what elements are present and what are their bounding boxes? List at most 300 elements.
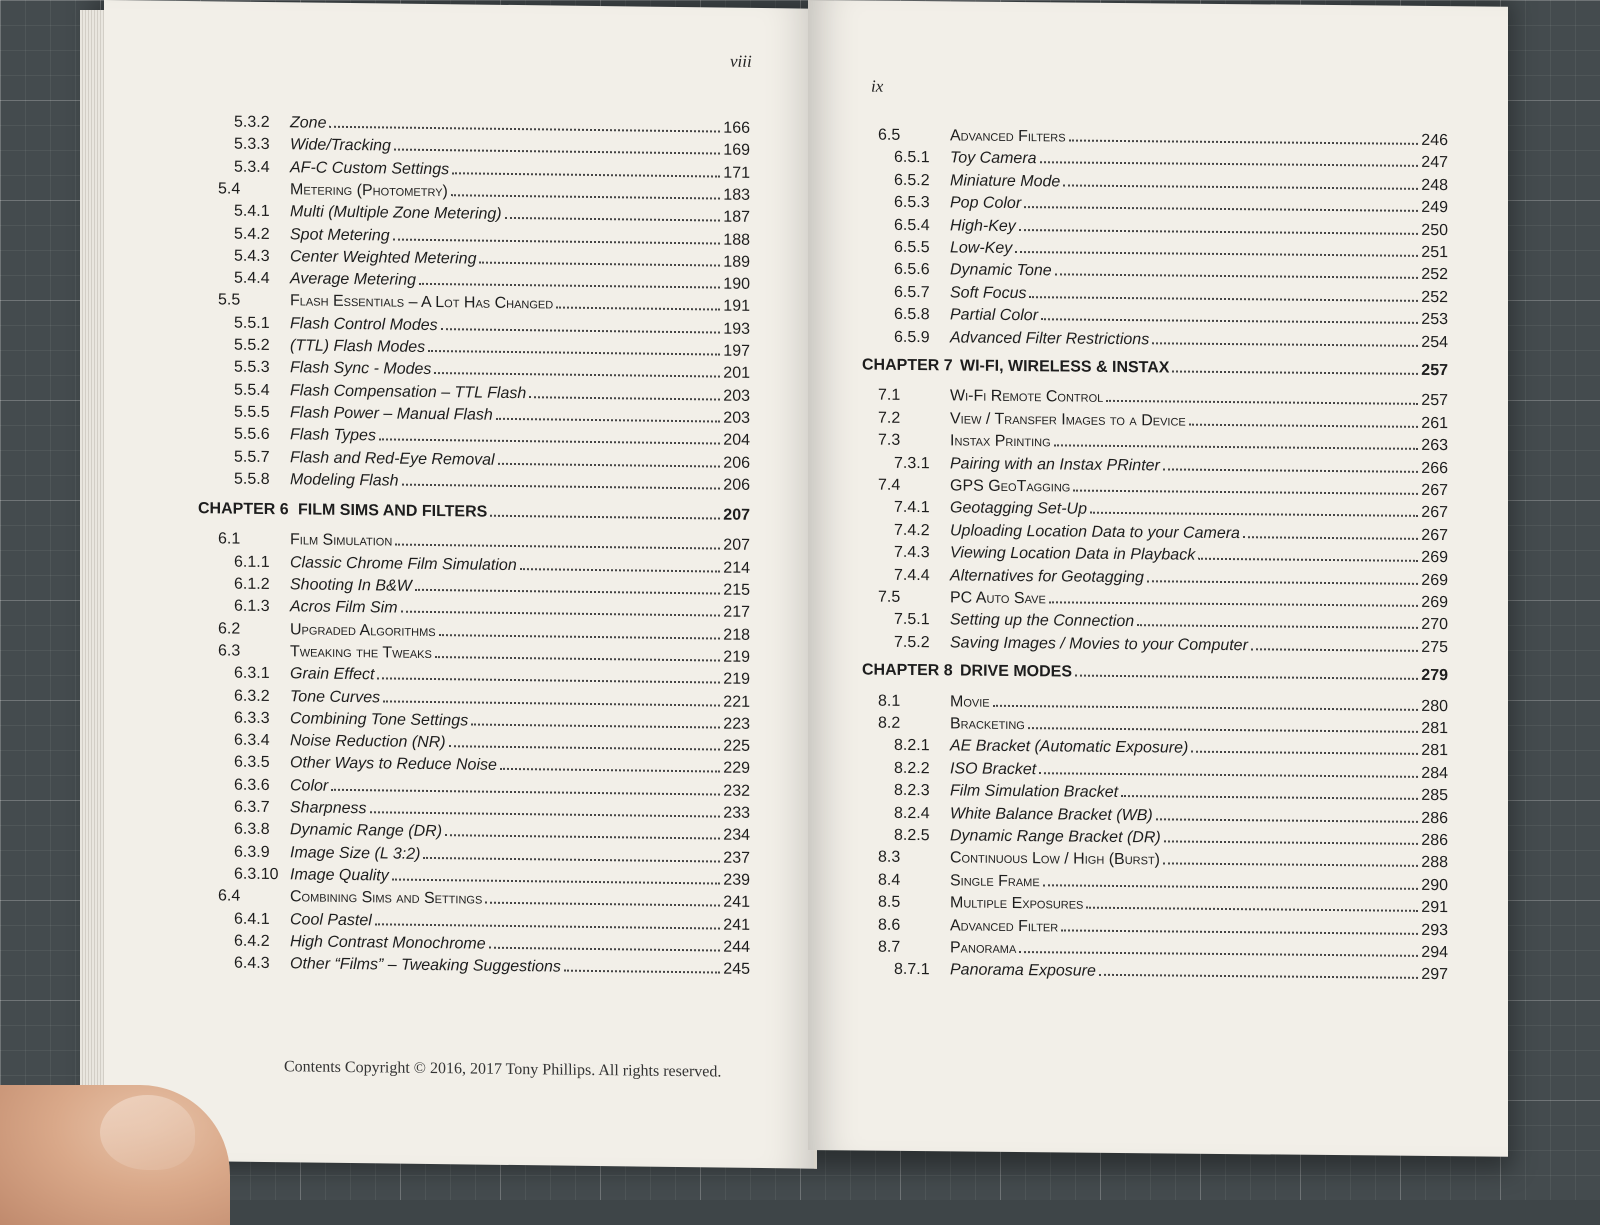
toc-entry-title: Center Weighted Metering	[290, 248, 477, 268]
toc-entry-title: Combining Tone Settings	[290, 710, 469, 730]
toc-section-number: 6.5.4	[894, 216, 930, 234]
toc-section-number: 6.2	[218, 619, 241, 638]
dot-leader	[1163, 863, 1418, 867]
toc-row	[894, 454, 1448, 477]
toc-section-number: 5.4.4	[234, 269, 270, 288]
toc-section-number: 5.5.4	[234, 381, 270, 399]
toc-entry-title: Multiple Exposures	[950, 894, 1084, 913]
dot-leader	[1090, 512, 1418, 517]
toc-row	[234, 426, 750, 450]
toc-row	[894, 172, 1448, 195]
toc-row	[234, 754, 750, 778]
toc-section-number: 8.5	[878, 893, 901, 912]
toc-page-number: 241	[723, 893, 750, 912]
toc-page-number: 270	[1421, 616, 1448, 634]
toc-page-number: 284	[1421, 764, 1448, 782]
dot-leader	[1156, 818, 1419, 823]
toc-entry-title: Multi (Multiple Zone Metering)	[290, 203, 502, 224]
toc-row	[234, 553, 750, 577]
toc-page-number: 250	[1421, 221, 1448, 239]
toc-page-number: 257	[1421, 392, 1448, 410]
toc-page-number: 169	[723, 141, 750, 160]
toc-section-number: 6.3	[218, 642, 241, 660]
dot-leader	[1055, 274, 1419, 279]
toc-chapter-row	[198, 500, 750, 525]
toc-page-number: 261	[1421, 414, 1448, 432]
dot-leader	[394, 149, 720, 155]
toc-row	[894, 149, 1448, 172]
toc-entry-title: Pairing with an Instax PRinter	[950, 454, 1160, 474]
toc-section-number: 6.1	[218, 530, 241, 549]
toc-section-number: 6.4	[218, 887, 241, 905]
toc-page-number: 286	[1421, 831, 1448, 850]
toc-row	[234, 470, 750, 494]
toc-row	[234, 576, 750, 600]
dot-leader	[331, 788, 720, 795]
toc-section-number: 7.5.2	[894, 633, 930, 651]
toc-entry-title: Uploading Location Data to your Camera	[950, 522, 1240, 542]
toc-entry-title: Other Ways to Reduce Noise	[290, 754, 497, 775]
toc-page-number: 225	[723, 737, 750, 755]
toc-row	[234, 270, 750, 294]
dot-leader	[445, 834, 720, 839]
toc-row	[234, 114, 750, 138]
right-page-number: ix	[871, 76, 884, 96]
toc-entry-title: Cool Pastel	[290, 910, 372, 929]
dot-leader	[1099, 974, 1418, 979]
toc-row	[234, 932, 750, 956]
toc-page-number: 245	[723, 960, 750, 978]
toc-section-number: 6.5.2	[894, 171, 930, 189]
dot-leader	[1024, 206, 1418, 212]
toc-section-number: 8.7.1	[894, 961, 930, 979]
dot-leader	[423, 856, 720, 862]
dot-leader	[505, 217, 721, 222]
toc-entry-title: Panorama	[950, 939, 1017, 957]
toc-row	[894, 566, 1448, 589]
toc-section-number: 8.1	[878, 692, 901, 710]
toc-entry-title: PC Auto Save	[950, 589, 1046, 608]
toc-page-number: 269	[1421, 571, 1448, 589]
toc-row	[878, 432, 1448, 455]
right-page	[808, 0, 1508, 1157]
toc-section-number: CHAPTER 6	[198, 500, 289, 519]
toc-section-number: 8.2.5	[894, 826, 930, 845]
dot-leader	[329, 126, 720, 133]
toc-entry-title: Combining Sims and Settings	[290, 888, 483, 908]
toc-section-number: 8.2.2	[894, 759, 930, 777]
toc-page-number: 281	[1421, 742, 1448, 760]
dot-leader	[1073, 490, 1418, 495]
toc-entry-title: Dynamic Range Bracket (DR)	[950, 827, 1161, 847]
toc-page-number: 279	[1421, 667, 1448, 685]
toc-entry-title: Metering (Photometry)	[290, 181, 448, 201]
toc-section-number: 6.5.1	[894, 149, 930, 167]
toc-page-number: 275	[1421, 638, 1448, 656]
toc-entry-title: White Balance Bracket (WB)	[950, 804, 1153, 824]
toc-page-number: 188	[723, 231, 750, 249]
toc-page-number: 267	[1421, 504, 1448, 522]
toc-entry-title: FILM SIMS AND FILTERS	[298, 501, 488, 521]
toc-page-number: 204	[723, 431, 750, 450]
toc-entry-title: Soft Focus	[950, 284, 1027, 302]
toc-entry-title: Partial Color	[950, 306, 1039, 325]
toc-entry-title: Flash Compensation – TTL Flash	[290, 381, 527, 402]
toc-row	[878, 939, 1448, 962]
toc-row	[234, 314, 750, 338]
dot-leader	[441, 328, 721, 333]
toc-section-number: 8.7	[878, 938, 901, 956]
toc-chapter-row	[862, 662, 1448, 686]
dot-leader	[1049, 601, 1419, 607]
toc-page-number: 288	[1421, 854, 1448, 872]
toc-page-number: 187	[723, 208, 750, 227]
dot-leader	[1198, 558, 1418, 562]
toc-page-number: 203	[723, 409, 750, 427]
toc-entry-title: High-Key	[950, 216, 1016, 235]
toc-section-number: 6.5.9	[894, 328, 930, 346]
toc-entry-title: Image Quality	[290, 866, 389, 885]
dot-leader	[428, 350, 720, 356]
toc-row	[234, 225, 750, 249]
dot-leader	[1015, 251, 1418, 257]
toc-row	[234, 776, 750, 800]
toc-row	[218, 642, 750, 666]
dot-leader	[1041, 318, 1418, 324]
toc-section-number: 6.4.3	[234, 954, 270, 973]
toc-section-number: 5.5.2	[234, 336, 270, 355]
toc-row	[878, 871, 1448, 894]
toc-section-number: 5.3.2	[234, 113, 270, 132]
dot-leader	[1039, 772, 1418, 778]
toc-page-number: 229	[723, 759, 750, 778]
dot-leader	[415, 589, 720, 595]
toc-entry-title: Alternatives for Geotagging	[950, 566, 1144, 586]
left-page-number: viii	[730, 51, 752, 71]
dot-leader	[498, 462, 721, 467]
toc-entry-title: Average Metering	[290, 270, 416, 289]
toc-page-number: 281	[1421, 719, 1448, 738]
toc-entry-title: Flash Control Modes	[290, 314, 438, 334]
dot-leader	[1137, 625, 1418, 630]
toc-entry-title: Film Simulation Bracket	[950, 782, 1119, 802]
toc-row	[234, 403, 750, 427]
dot-leader	[377, 678, 720, 684]
dot-leader	[375, 923, 720, 929]
dot-leader	[1028, 727, 1418, 733]
toc-row	[234, 247, 750, 271]
dot-leader	[401, 611, 721, 617]
dot-leader	[1075, 675, 1418, 680]
toc-row	[234, 203, 750, 227]
toc-entry-title: WI-FI, WIRELESS & INSTAX	[960, 357, 1170, 377]
toc-row	[234, 381, 750, 405]
toc-section-number: 8.2.3	[894, 782, 930, 800]
toc-entry-title: Noise Reduction (NR)	[290, 732, 446, 752]
toc-page-number: 214	[723, 559, 750, 577]
dot-leader	[1172, 370, 1418, 374]
toc-section-number: 5.3.3	[234, 135, 270, 154]
toc-row	[894, 499, 1448, 522]
toc-page-number: 193	[723, 320, 750, 338]
toc-row	[878, 127, 1448, 150]
dot-leader	[393, 238, 721, 244]
toc-entry-title: Color	[290, 776, 329, 795]
toc-entry-title: Single Frame	[950, 872, 1040, 891]
dot-leader	[379, 439, 720, 445]
toc-section-number: 8.6	[878, 916, 901, 934]
toc-page-number: 252	[1421, 288, 1448, 306]
toc-page-number: 166	[723, 119, 750, 137]
toc-row	[894, 634, 1448, 657]
toc-page-number: 286	[1421, 809, 1448, 827]
dot-leader	[1043, 884, 1419, 890]
toc-entry-title: Panorama Exposure	[950, 961, 1096, 981]
toc-entry-title: Flash Sync - Modes	[290, 359, 432, 379]
toc-section-number: 5.4.3	[234, 247, 270, 265]
toc-section-number: CHAPTER 7	[862, 356, 953, 375]
toc-page-number: 218	[723, 626, 750, 644]
dot-leader	[435, 656, 720, 661]
toc-row	[218, 531, 750, 555]
toc-entry-title: Pop Color	[950, 194, 1022, 213]
toc-page-number: 269	[1421, 593, 1448, 612]
toc-page-number: 223	[723, 715, 750, 733]
toc-entry-title: Setting up the Connection	[950, 611, 1135, 631]
toc-section-number: 5.4	[218, 180, 241, 198]
toc-entry-title: Image Size (L 3:2)	[290, 843, 421, 863]
toc-section-number: 5.3.4	[234, 158, 270, 176]
toc-entry-title: Tone Curves	[290, 687, 381, 706]
toc-entry-title: Zone	[290, 114, 327, 132]
toc-entry-title: GPS GeoTagging	[950, 477, 1071, 496]
toc-section-number: 7.2	[878, 409, 901, 427]
toc-section-number: 6.3.9	[234, 843, 270, 861]
toc-row	[894, 194, 1448, 217]
toc-entry-title: Wi-Fi Remote Control	[950, 387, 1104, 407]
toc-page-number: 247	[1421, 154, 1448, 172]
dot-leader	[1152, 342, 1418, 347]
toc-entry-title: Bracketing	[950, 715, 1025, 734]
dot-leader	[479, 261, 720, 266]
toc-row	[894, 239, 1448, 262]
toc-row	[894, 804, 1448, 827]
copyright-footer: Contents Copyright © 2016, 2017 Tony Phillips. All rights reserved.	[284, 1058, 722, 1081]
toc-section-number: 5.4.1	[234, 202, 270, 221]
toc-section-number: 6.5	[878, 126, 901, 144]
toc-entry-title: Flash Power – Manual Flash	[290, 404, 493, 424]
toc-page-number: 269	[1421, 549, 1448, 567]
toc-page-number: 267	[1421, 481, 1448, 500]
toc-page-number: 234	[723, 826, 750, 845]
toc-entry-title: Movie	[950, 692, 990, 711]
toc-row	[234, 337, 750, 361]
toc-row	[218, 292, 750, 316]
toc-row	[894, 760, 1448, 783]
toc-entry-title: Grain Effect	[290, 665, 375, 684]
toc-page-number: 201	[723, 364, 750, 383]
toc-page-number: 266	[1421, 459, 1448, 477]
toc-row	[234, 665, 750, 689]
toc-page-number: 267	[1421, 526, 1448, 544]
toc-page-number: 285	[1421, 787, 1448, 805]
toc-page-number: 252	[1421, 266, 1448, 284]
toc-row	[894, 328, 1448, 351]
toc-row	[234, 910, 750, 934]
dot-leader	[485, 902, 720, 907]
toc-page-number: 221	[723, 693, 750, 711]
toc-entry-title: Continuous Low / High (Burst)	[950, 849, 1161, 869]
toc-page-number: 263	[1421, 437, 1448, 455]
toc-page-number: 290	[1421, 876, 1448, 894]
toc-entry-title: Flash Types	[290, 426, 376, 445]
toc-entry-title: Film Simulation	[290, 531, 393, 550]
dot-leader	[402, 483, 721, 489]
toc-entry-title: (TTL) Flash Modes	[290, 337, 426, 356]
toc-page-number: 244	[723, 938, 750, 956]
toc-section-number: 6.5.6	[894, 261, 930, 279]
toc-section-number: 5.5.5	[234, 403, 270, 421]
toc-row	[878, 692, 1448, 715]
toc-row	[894, 306, 1448, 329]
toc-section-number: 6.5.8	[894, 306, 930, 324]
dot-leader	[1063, 184, 1418, 189]
toc-entry-title: Shooting In B&W	[290, 576, 412, 595]
toc-page-number: 249	[1421, 199, 1448, 217]
toc-page-number: 257	[1421, 361, 1448, 380]
dot-leader	[1189, 423, 1419, 427]
toc-row	[234, 865, 750, 889]
toc-section-number: 8.2	[878, 714, 901, 732]
toc-page-number: 191	[723, 297, 750, 316]
toc-page-number: 237	[723, 849, 750, 867]
toc-section-number: 6.3.1	[234, 664, 270, 683]
toc-section-number: 6.3.3	[234, 709, 270, 727]
toc-section-number: 5.5.1	[234, 314, 270, 332]
toc-row	[894, 827, 1448, 850]
toc-row	[218, 180, 750, 204]
toc-section-number: 6.1.1	[234, 553, 270, 571]
dot-leader	[370, 811, 721, 817]
left-page	[104, 0, 817, 1169]
toc-row	[894, 284, 1448, 307]
toc-section-number: 7.1	[878, 387, 901, 405]
dot-leader	[451, 194, 720, 199]
toc-section-number: 6.1.2	[234, 575, 270, 594]
toc-entry-title: Low-Key	[950, 239, 1013, 257]
toc-page-number: 207	[723, 506, 750, 524]
toc-page-number: 248	[1421, 176, 1448, 194]
toc-section-number: 6.3.7	[234, 798, 270, 817]
toc-page-number: 254	[1421, 333, 1448, 351]
dot-leader	[489, 946, 721, 951]
dot-leader	[1191, 751, 1418, 755]
toc-entry-title: AE Bracket (Automatic Exposure)	[950, 737, 1189, 758]
toc-page-number: 206	[723, 476, 750, 494]
toc-entry-title: View / Transfer Images to a Device	[950, 410, 1186, 430]
dot-leader	[1054, 445, 1419, 451]
toc-row	[894, 782, 1448, 805]
dot-leader	[471, 723, 720, 728]
dot-leader	[383, 700, 720, 706]
toc-row	[234, 359, 750, 383]
toc-row	[234, 709, 750, 733]
dot-leader	[1019, 951, 1418, 957]
toc-row	[234, 158, 750, 182]
toc-row	[894, 216, 1448, 239]
toc-entry-title: DRIVE MODES	[960, 662, 1073, 681]
toc-chapter-row	[862, 357, 1448, 381]
toc-section-number: 6.3.8	[234, 820, 270, 839]
toc-page-number: 232	[723, 782, 750, 800]
toc-entry-title: Wide/Tracking	[290, 136, 391, 155]
toc-page-number: 189	[723, 253, 750, 271]
toc-row	[234, 448, 750, 472]
toc-entry-title: Miniature Mode	[950, 172, 1061, 191]
dot-leader	[1121, 795, 1418, 800]
toc-entry-title: High Contrast Monochrome	[290, 933, 486, 953]
toc-row	[894, 737, 1448, 760]
toc-entry-title: Classic Chrome Film Simulation	[290, 553, 517, 574]
toc-page-number: 297	[1421, 966, 1448, 984]
toc-row	[894, 544, 1448, 567]
toc-section-number: 5.5.7	[234, 448, 270, 466]
toc-entry-title: Acros Film Sim	[290, 598, 398, 617]
toc-section-number: 8.2.4	[894, 804, 930, 822]
toc-page-number: 291	[1421, 899, 1448, 917]
dot-leader	[564, 970, 720, 974]
toc-page-number: 294	[1421, 943, 1448, 962]
toc-row	[234, 598, 750, 622]
dot-leader	[1106, 400, 1418, 405]
toc-row	[878, 477, 1448, 500]
toc-page-number: 233	[723, 804, 750, 822]
dot-leader	[1019, 229, 1418, 235]
toc-section-number: CHAPTER 8	[862, 661, 953, 680]
dot-leader	[439, 634, 721, 639]
dot-leader	[1061, 929, 1418, 934]
dot-leader	[419, 283, 720, 289]
toc-entry-title: Upgraded Algorithms	[290, 620, 436, 640]
dot-leader	[1164, 840, 1419, 844]
toc-entry-title: Dynamic Tone	[950, 261, 1052, 280]
toc-row	[234, 821, 750, 845]
toc-entry-title: ISO Bracket	[950, 760, 1037, 778]
toc-row	[878, 387, 1448, 410]
toc-entry-title: Viewing Location Data in Playback	[950, 544, 1196, 564]
toc-section-number: 7.4.1	[894, 499, 930, 517]
toc-entry-title: Advanced Filters	[950, 127, 1066, 146]
dot-leader	[1243, 536, 1418, 540]
dot-leader	[1251, 648, 1418, 652]
toc-entry-title: Geotagging Set-Up	[950, 499, 1087, 519]
dot-leader	[490, 515, 720, 520]
toc-section-number: 6.3.6	[234, 776, 270, 794]
toc-page-number: 246	[1421, 131, 1448, 150]
toc-section-number: 6.1.3	[234, 597, 270, 616]
toc-section-number: 7.3	[878, 431, 901, 450]
toc-page-number: 171	[723, 164, 750, 182]
toc-page-number: 203	[723, 387, 750, 405]
toc-section-number: 5.5.8	[234, 470, 270, 488]
toc-entry-title: Spot Metering	[290, 225, 390, 244]
toc-row	[894, 261, 1448, 284]
toc-row	[878, 916, 1448, 939]
toc-row	[878, 409, 1448, 432]
toc-page-number: 253	[1421, 311, 1448, 329]
toc-section-number: 6.3.5	[234, 753, 270, 772]
toc-section-number: 6.5.7	[894, 283, 930, 301]
